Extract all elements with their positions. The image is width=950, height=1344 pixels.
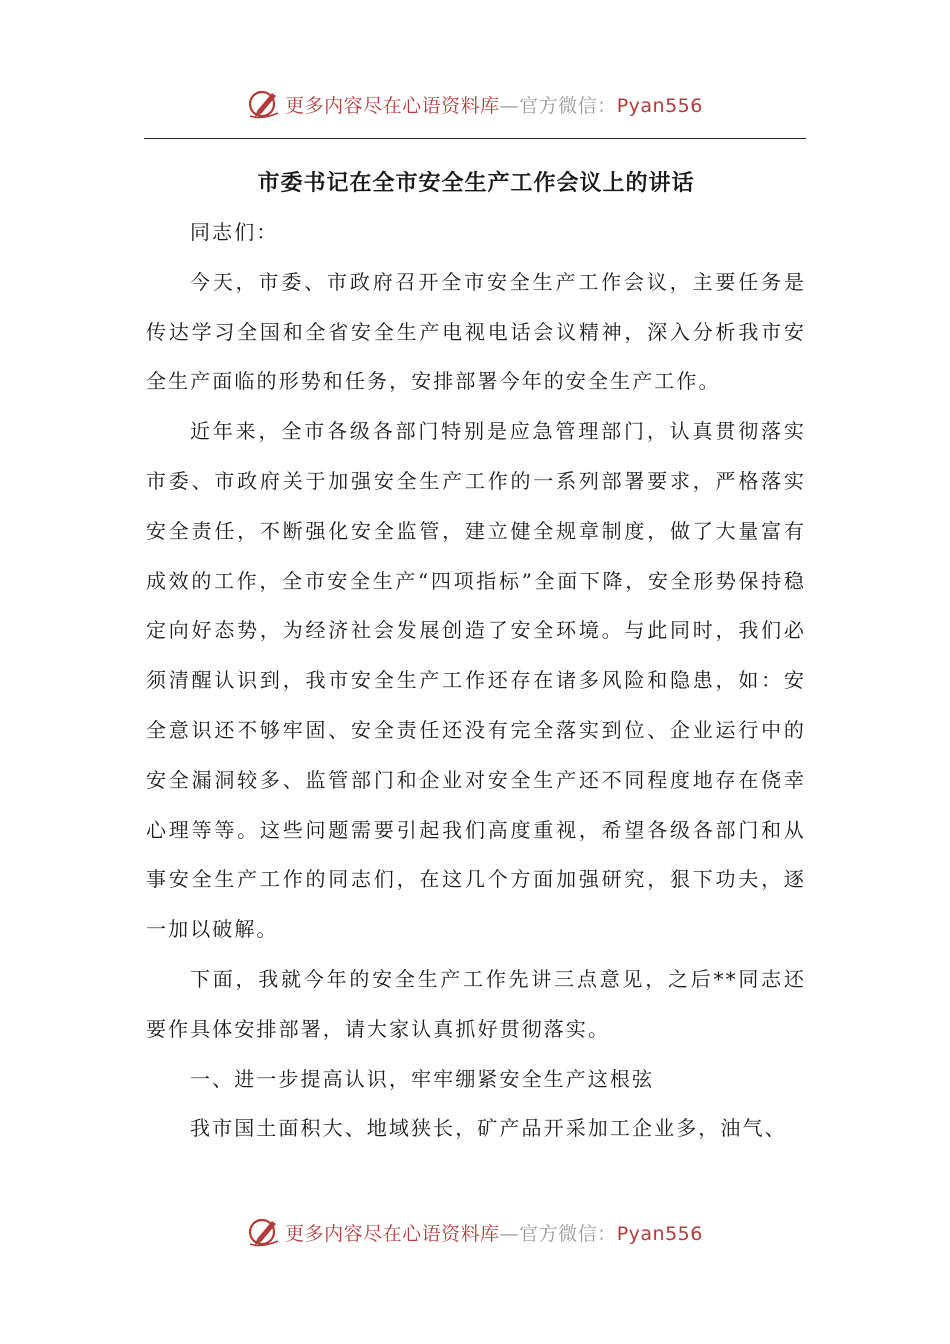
banner-text <box>285 1219 703 1246</box>
paragraph-salutation: 同志们： <box>190 220 279 244</box>
banner-wechat-id: Pyan556 <box>616 94 703 117</box>
document-title: 市委书记在全市安全生产工作会议上的讲话 <box>257 171 695 196</box>
banner-wechat-label: —官方微信： <box>499 94 617 117</box>
paragraph-outline: 下面，我就今年的安全生产工作先讲三点意见，之后**同志还要作具体安排部署，请大家认真抓好贯彻落实。 <box>146 966 806 1041</box>
pen-logo-icon <box>247 87 281 121</box>
banner-wechat-label: —官方微信： <box>499 1222 617 1245</box>
section-heading-1: 一、进一步提高认识，牢牢绷紧安全生产这根弦 <box>190 1066 655 1091</box>
banner-library-text: 更多内容尽在心语资料库 <box>285 94 500 117</box>
header-banner <box>0 84 950 124</box>
banner-text <box>285 91 703 118</box>
header-divider <box>144 138 806 139</box>
pen-logo-icon <box>247 1215 281 1249</box>
paragraph-section-1: 我市国土面积大、地域狭长，矿产品开采加工企业多，油气、 <box>190 1116 787 1141</box>
paragraph-situation: 近年来，全市各级各部门特别是应急管理部门，认真贯彻落实市委、市政府关于加强安全生产工作的一系列部署要求，严格落实安全责任，不断强化安全监管，建立健全规章制度，做了大量富有成效的工作，全市安全生产“四项指标”全面下降，安全形势保持稳定向好态势，为经济社会发展创造了安全环境。与此同时，我们必须清醒认识到，我市安全生产工作还存在诸多风险和隐患，如：安全意识还不够牢固、安全责任还没有完全落实到位、企业运行中的安全漏洞较多、监管部门和企业对安全生产还不同程度地存在侥幸心理等等。这些问题需要引起我们高度重视，希望各级各部门和从事安全生产工作的同志们，在这几个方面加强研究，狠下功夫，逐一加以破解。 <box>146 419 806 942</box>
document-body <box>146 160 806 1154</box>
banner-library-text: 更多内容尽在心语资料库 <box>285 1222 500 1245</box>
footer-banner <box>0 1212 950 1252</box>
banner-wechat-id: Pyan556 <box>616 1222 703 1245</box>
paragraph-intro: 今天，市委、市政府召开全市安全生产工作会议，主要任务是传达学习全国和全省安全生产电视电话会议精神，深入分析我市安全生产面临的形势和任务，安排部署今年的安全生产工作。 <box>146 269 806 394</box>
